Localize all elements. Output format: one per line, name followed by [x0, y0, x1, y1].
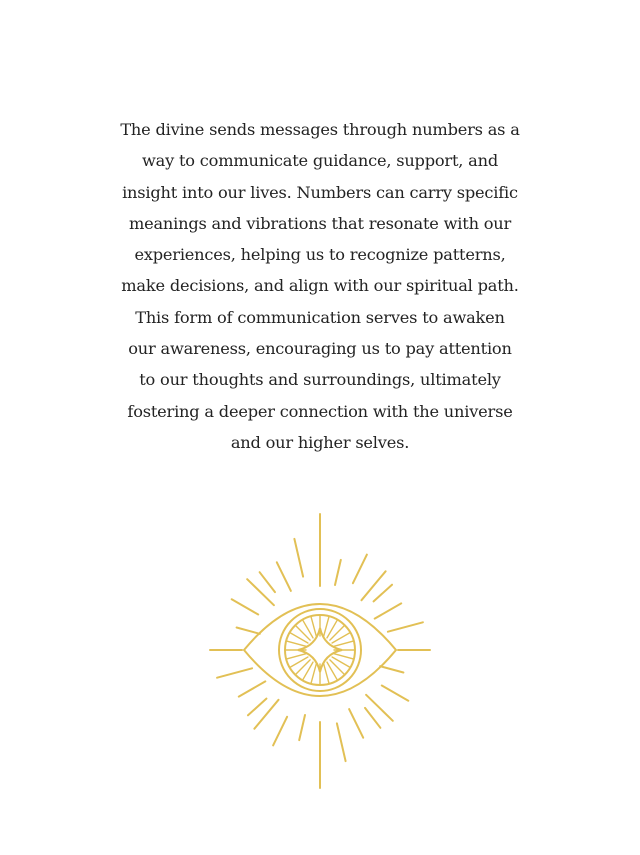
iris-ray: [290, 657, 308, 668]
iris-ray: [303, 620, 314, 638]
sunburst-ray: [374, 585, 392, 602]
sunburst-ray: [380, 666, 403, 672]
iris-rays: [285, 615, 355, 685]
sunburst-ray: [237, 628, 260, 634]
iris-ray: [295, 660, 310, 675]
iris-ray: [303, 662, 314, 680]
iris-ray: [327, 662, 338, 680]
iris-ray: [330, 625, 345, 640]
iris-ray: [324, 664, 330, 684]
sunburst-ray: [277, 562, 291, 591]
sunburst-ray: [247, 579, 274, 605]
iris-ray: [330, 660, 345, 675]
sunburst-ray: [248, 699, 266, 716]
iris-ray: [311, 664, 317, 684]
iris-ray: [324, 616, 330, 636]
sunburst-ray: [362, 571, 386, 600]
sunburst-ray: [232, 599, 259, 614]
sunburst-ray: [217, 668, 252, 677]
sunburst-ray: [294, 539, 303, 577]
sunburst-ray: [382, 686, 409, 701]
iris-ray: [295, 625, 310, 640]
sunburst-ray: [335, 560, 341, 585]
sunburst-ray: [349, 709, 363, 738]
sunburst-ray: [365, 708, 380, 728]
iris-ray: [286, 654, 306, 660]
iris-ray: [311, 616, 317, 636]
sunburst-ray: [366, 695, 393, 721]
body-paragraph: The divine sends messages through numbers as a way to communicate guidance, support, and insight into our lives. Numbers can carry specific meanings and vibrations that resonate with our experiences, helping us to recognize patterns, make decisions, and align with our spiritual path. This form of communication serves to awaken our awareness, encouraging us to pay attention to our thoughts and surroundings, ultimately fostering a deeper connection with the universe and our higher selves.: [120, 120, 520, 452]
iris-ray: [286, 641, 306, 647]
sunburst-ray: [239, 681, 265, 696]
sunburst-ray: [353, 555, 367, 584]
sunburst-ray: [388, 622, 423, 631]
sunburst-ray: [273, 717, 287, 746]
sunburst-ray: [299, 715, 305, 740]
iris-ray: [290, 633, 308, 644]
iris-ray: [332, 657, 350, 668]
all-seeing-eye-icon: [200, 510, 440, 790]
iris-ray: [332, 633, 350, 644]
sunburst-ray: [337, 723, 346, 761]
sunburst-ray: [254, 700, 278, 729]
iris-ray: [334, 641, 354, 647]
iris-ray: [327, 620, 338, 638]
sunburst-ray: [260, 572, 275, 592]
iris-ray: [334, 654, 354, 660]
sunburst-ray: [375, 603, 402, 618]
